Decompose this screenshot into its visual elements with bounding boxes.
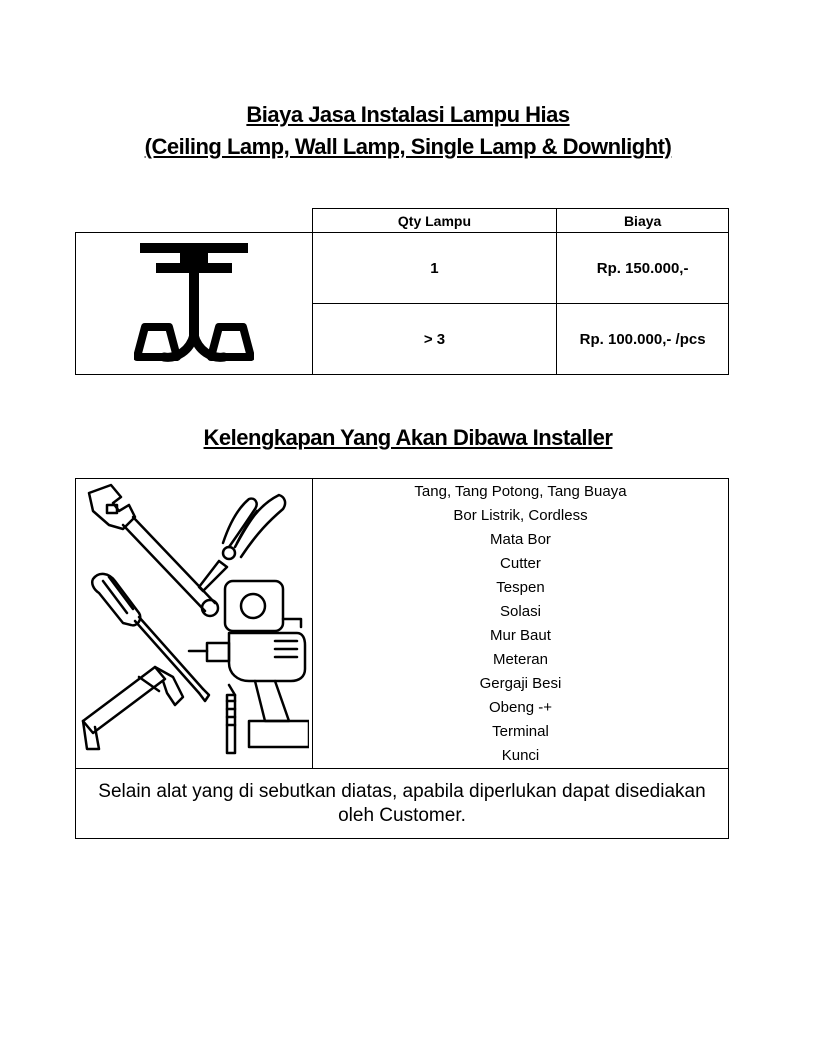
chandelier-icon	[134, 239, 254, 363]
header-spacer	[76, 209, 313, 233]
price-cell: Rp. 150.000,-	[557, 233, 729, 304]
chandelier-cell	[76, 233, 313, 375]
table-row	[76, 233, 729, 304]
tools-note: Selain alat yang di sebutkan diatas, apabila diperlukan dapat disediakan oleh Customer.	[76, 769, 729, 839]
wrench-icon	[89, 485, 218, 616]
tools-illustration	[79, 481, 309, 761]
cutter-icon	[227, 685, 235, 753]
list-item: Gergaji Besi	[479, 675, 562, 692]
list-item: Mata Bor	[490, 531, 551, 548]
list-item: Kunci	[501, 747, 540, 764]
list-item: Obeng -+	[489, 699, 552, 716]
drill-icon	[189, 633, 309, 747]
tools-title: Kelengkapan Yang Akan Dibawa Installer	[203, 425, 613, 450]
header-qty: Qty Lampu	[312, 209, 557, 233]
main-title: Biaya Jasa Instalasi Lampu Hias	[246, 102, 570, 127]
price-table-header	[76, 209, 729, 233]
tools-image-cell	[76, 479, 313, 769]
list-item: Tespen	[496, 579, 545, 596]
qty-cell: 1	[312, 233, 557, 304]
price-cell: Rp. 100.000,- /pcs	[557, 304, 729, 375]
pliers-icon	[199, 495, 285, 591]
list-item: Mur Baut	[490, 627, 551, 644]
list-item: Terminal	[492, 723, 549, 740]
subtitle: (Ceiling Lamp, Wall Lamp, Single Lamp & Downlight)	[144, 134, 672, 159]
price-table	[75, 208, 729, 375]
tape-measure-icon	[225, 581, 301, 631]
list-item: Cutter	[500, 555, 541, 572]
tools-list	[312, 479, 728, 769]
hacksaw-icon	[83, 667, 183, 749]
list-item: Tang, Tang Potong, Tang Buaya	[414, 483, 627, 500]
list-item: Bor Listrik, Cordless	[453, 507, 588, 524]
list-item: Solasi	[500, 603, 541, 620]
header-price: Biaya	[557, 209, 729, 233]
screwdriver-icon	[92, 574, 209, 701]
tools-table	[75, 478, 729, 839]
qty-cell: > 3	[312, 304, 557, 375]
list-item: Meteran	[492, 651, 548, 668]
